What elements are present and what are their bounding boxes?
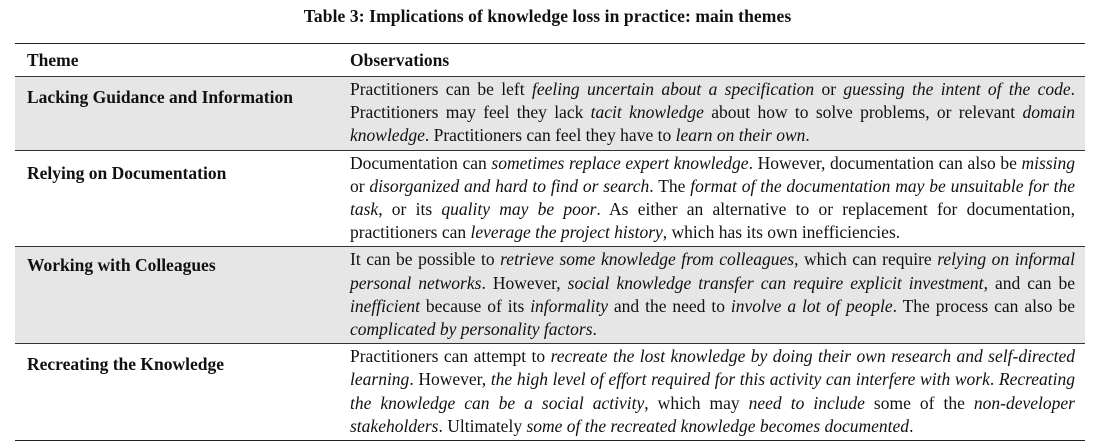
emphasis-text: missing: [1021, 152, 1075, 173]
observation-text: . Ultimately: [438, 415, 527, 436]
emphasis-text: non-developer stakeholders: [350, 392, 1075, 436]
header-observations: Observations: [350, 50, 450, 70]
observation-cell: [350, 344, 1085, 440]
observation-text: . However, documentation can also be: [748, 152, 1022, 173]
observation-text: Practitioners can be left: [350, 79, 532, 99]
observation-text: Practitioners can attempt to: [350, 346, 551, 367]
table-body: [15, 77, 1085, 440]
emphasis-text: domain knowledge: [350, 102, 1075, 146]
emphasis-text: guessing the intent of the code: [843, 79, 1071, 99]
emphasis-text: sometimes replace expert knowledge: [491, 152, 749, 173]
observation-text: .: [909, 415, 914, 436]
observation-text: or: [814, 79, 844, 99]
theme-cell: Lacking Guidance and Information: [27, 87, 293, 107]
observation-text: and the need to: [607, 295, 731, 316]
themes-table: [15, 43, 1085, 441]
emphasis-text: leverage the project history: [470, 222, 663, 243]
observation-text: . As either an alternative to or replacement for documentation, practitioners can: [350, 199, 1075, 243]
emphasis-text: social knowledge transfer can require explicit investment: [567, 272, 984, 293]
observation-text: or: [350, 175, 370, 196]
emphasis-text: recreate the lost knowledge by doing their own research and self-directed learning: [350, 346, 1076, 390]
theme-cell: Relying on Documentation: [27, 162, 227, 183]
emphasis-text: informality: [530, 295, 608, 316]
theme-cell: Recreating the Knowledge: [27, 354, 225, 375]
emphasis-text: complicated by personality factors: [350, 319, 593, 340]
observation-text: .: [592, 319, 597, 340]
observation-text: . The: [649, 175, 691, 196]
observation-text: .: [805, 125, 810, 146]
table-caption: Table 3: Implications of knowledge loss in practice: main themes: [303, 6, 792, 26]
observation-text: . Practitioners may feel they lack: [350, 79, 1075, 123]
observation-text: Documentation can: [350, 152, 492, 173]
emphasis-text: format of the documentation may be unsuitable for the task: [350, 175, 1076, 220]
observation-cell: [350, 247, 1085, 343]
observation-text: because of its: [419, 295, 531, 316]
emphasis-text: the high level of effort required for this activity can interfere with work: [490, 369, 990, 390]
observation-text: . However,: [409, 369, 491, 390]
emphasis-text: some of the recreated knowledge becomes documented: [526, 415, 910, 436]
observation-text: .: [989, 369, 999, 390]
table-row: [15, 77, 1085, 151]
emphasis-text: involve a lot of people: [730, 295, 893, 316]
observation-text: , which has its own inefficiencies.: [662, 222, 901, 243]
table-row: [15, 247, 1085, 344]
observation-cell: [350, 151, 1085, 247]
table-row: [15, 344, 1085, 440]
emphasis-text: Recreating the knowledge can be a social activity: [350, 369, 1076, 413]
header-theme: Theme: [27, 50, 79, 70]
observation-text: , which may: [644, 392, 749, 413]
emphasis-text: disorganized and hard to find or search: [369, 175, 650, 196]
emphasis-text: feeling uncertain about a specification: [531, 79, 815, 99]
observation-text: It can be possible to: [350, 249, 501, 270]
observation-text: . The process can also be: [892, 295, 1075, 316]
observation-text: about how to solve problems, or relevant: [703, 102, 1023, 123]
observation-text: some of the: [864, 392, 974, 413]
observation-text: , which can require: [794, 249, 938, 270]
observation-text: , or its: [378, 199, 442, 220]
observation-text: . However,: [481, 272, 568, 293]
table-row: [15, 151, 1085, 248]
theme-cell: Working with Colleagues: [27, 255, 216, 276]
table-header: [15, 44, 1085, 77]
emphasis-text: need to include: [748, 392, 865, 413]
emphasis-text: learn on their own: [675, 125, 806, 146]
observation-text: . Practitioners can feel they have to: [424, 125, 676, 146]
emphasis-text: relying on informal personal networks: [350, 249, 1075, 293]
emphasis-text: tacit knowledge: [590, 102, 704, 123]
observation-text: , and can be: [983, 272, 1076, 293]
emphasis-text: quality may be poor: [441, 199, 597, 220]
emphasis-text: retrieve some knowledge from colleagues: [500, 249, 795, 270]
observation-cell: [350, 77, 1085, 150]
emphasis-text: inefficient: [350, 295, 420, 316]
